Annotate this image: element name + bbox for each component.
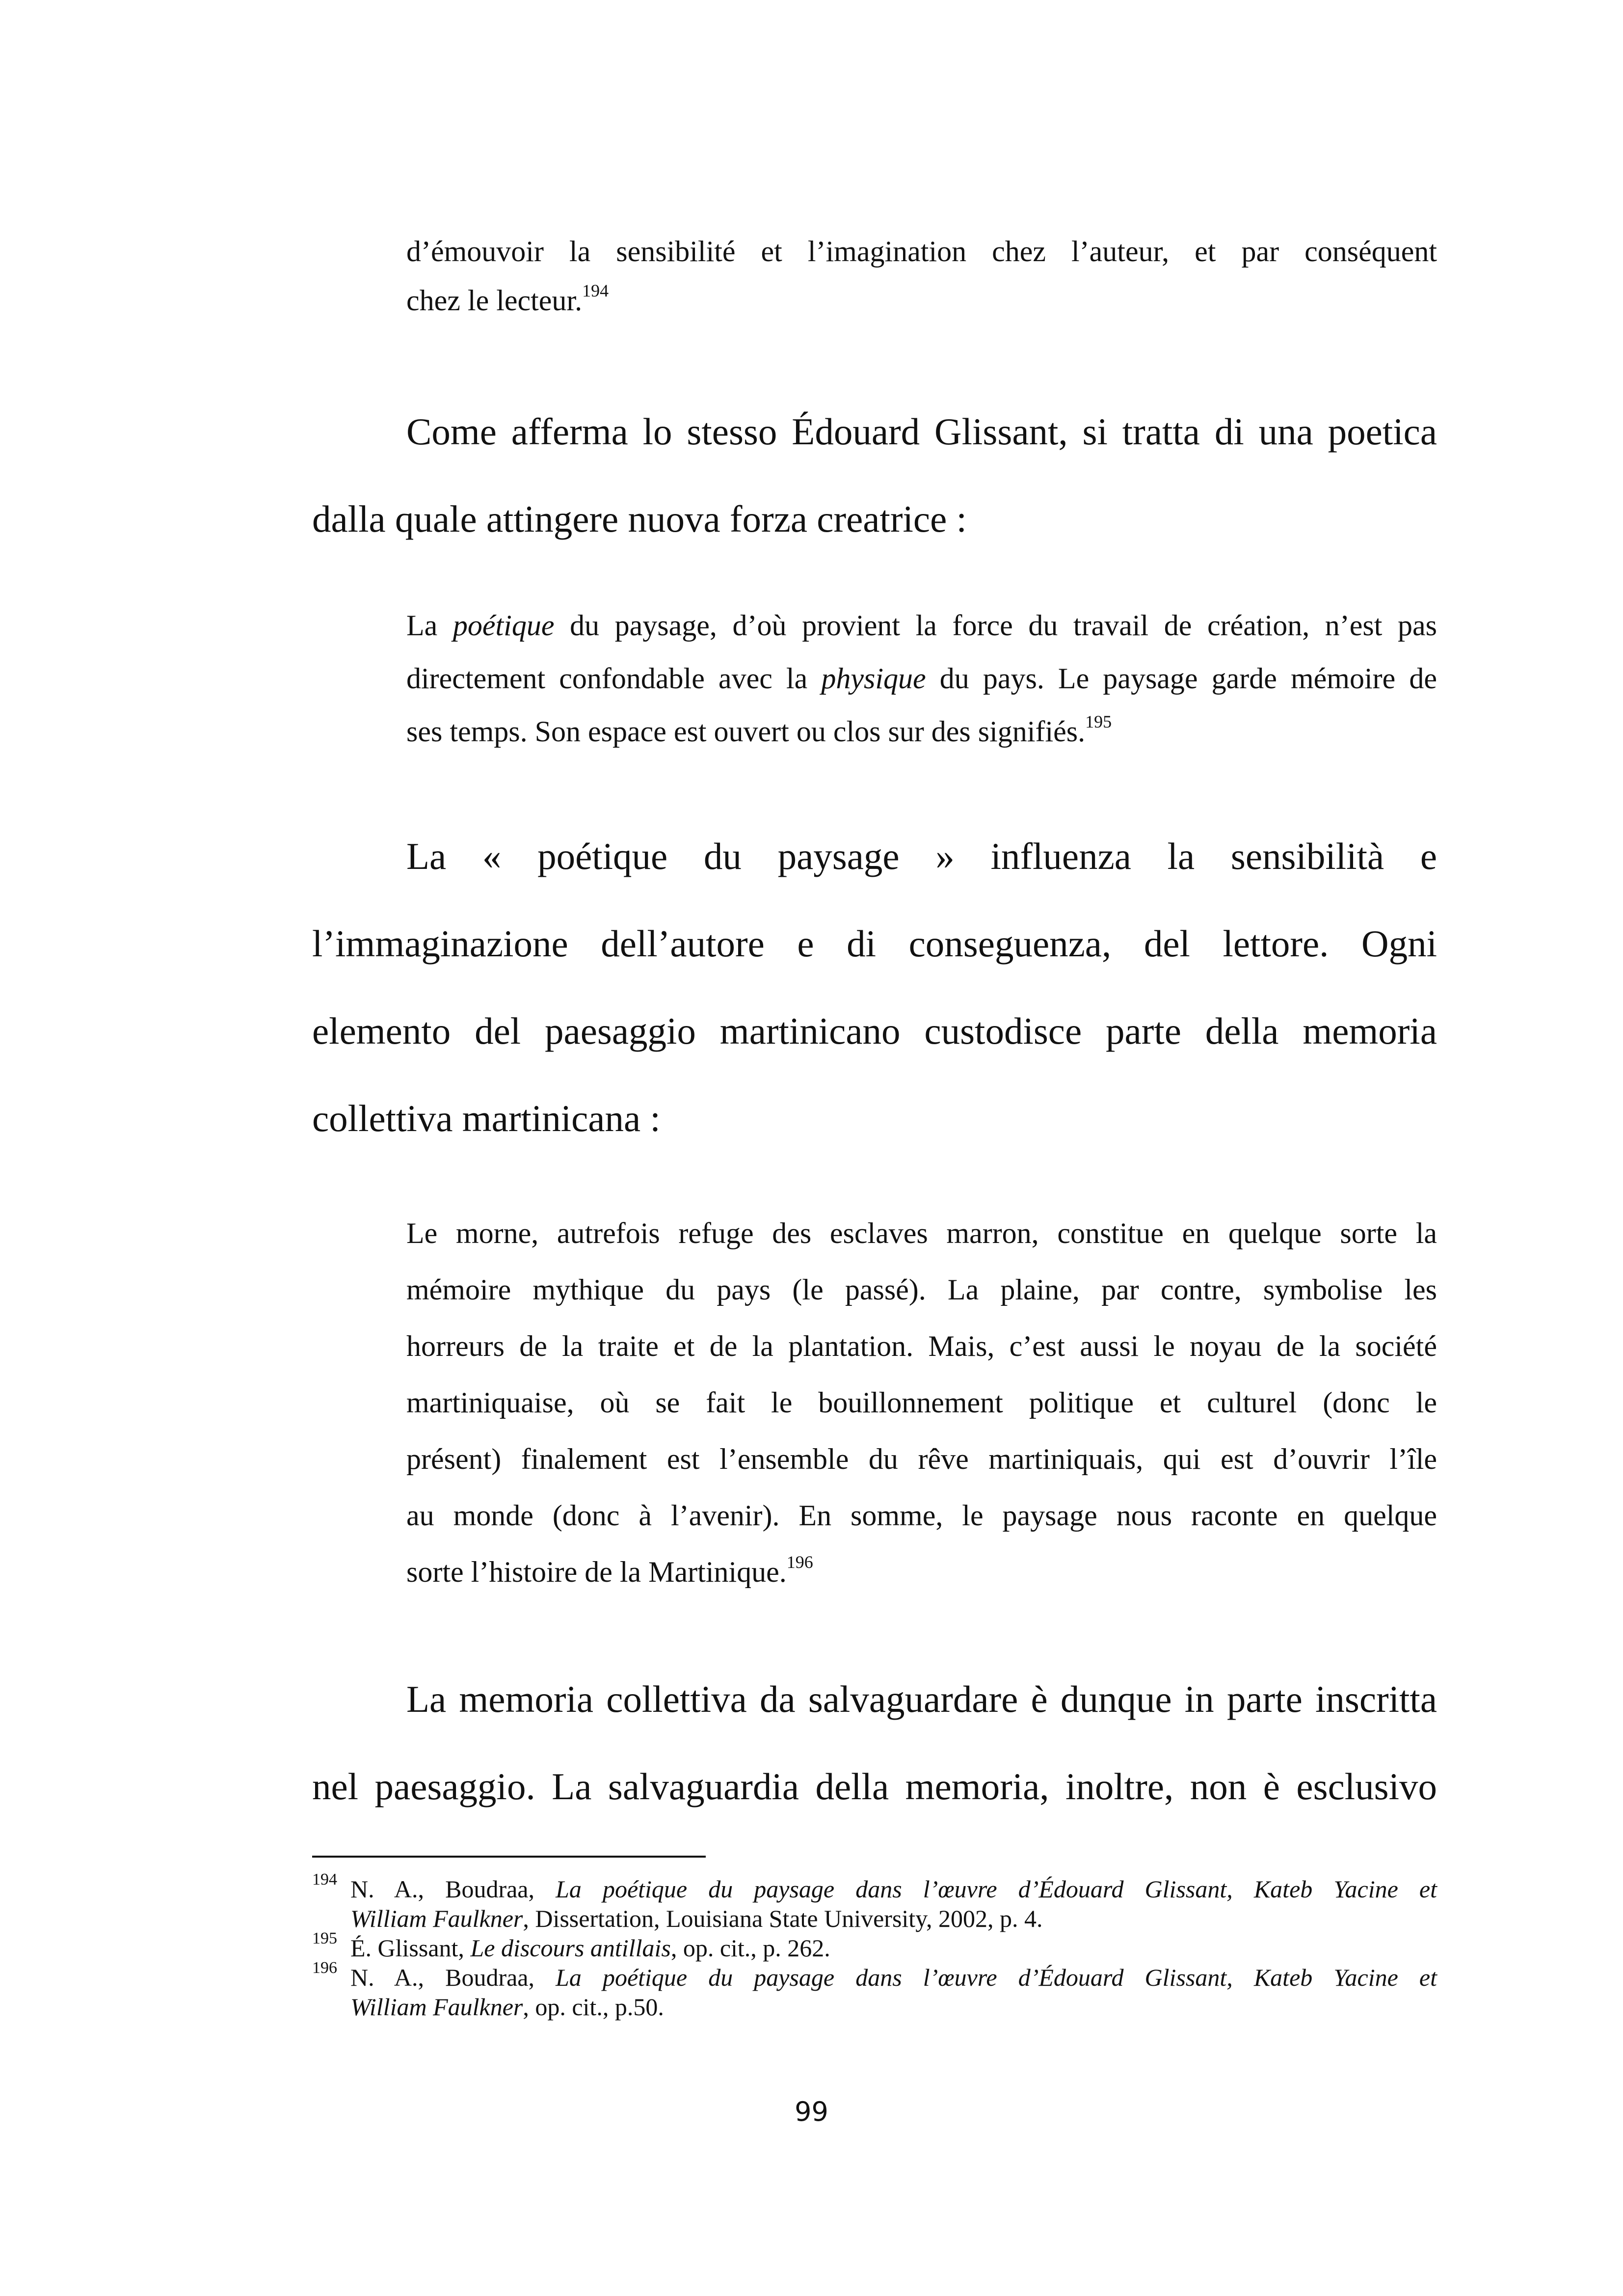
body-line: La memoria collettiva da salvaguardare è dunque in parte inscritta <box>406 1678 1437 1720</box>
quote-line: au monde (donc à l’avenir). En somme, le paysage nous raconte en quelque <box>406 1499 1437 1532</box>
quote-line: Le morne, autrefois refuge des esclaves marron, constitue en quelque sorte la <box>406 1217 1437 1249</box>
footnote-number: 195 <box>312 1929 337 1947</box>
quote-line: sorte l’histoire de la Martinique.$^{196}$ <box>406 1552 813 1588</box>
footnote-line: William Faulkner, Dissertation, Louisiana State University, 2002, p. 4. <box>350 1905 1043 1932</box>
quote-line: ses temps. Son espace est ouvert ou clos sur des signifiés.$^{195}$ <box>406 712 1112 748</box>
footnote-194 <box>312 1870 1437 1933</box>
body-line: collettiva martinicana : <box>312 1097 661 1139</box>
footnote-number: 194 <box>312 1870 337 1889</box>
quote-line: La poétique du paysage, d’où provient la force du travail de création, n’est pas <box>406 609 1437 642</box>
block-quote <box>406 1205 1437 1600</box>
quote-line: mémoire mythique du pays (le passé). La plaine, par contre, symbolise les <box>406 1273 1437 1306</box>
page-number: 99 <box>795 2096 828 2127</box>
quote-line: présent) finalement est l’ensemble du rêve martiniquais, qui est d’ouvrir l’île <box>406 1443 1437 1475</box>
footnote-number: 196 <box>312 1959 337 1977</box>
quote-line: d’émouvoir la sensibilité et l’imagination chez l’auteur, et par conséquent <box>406 235 1437 268</box>
footnote-line: William Faulkner, op. cit., p.50. <box>350 1993 664 2021</box>
quote-line: martiniquaise, où se fait le bouillonnement politique et culturel (donc le <box>406 1386 1437 1419</box>
quote-line: chez le lecteur.$^{194}$ <box>406 281 609 317</box>
body-line: nel paesaggio. La salvaguardia della memoria, inoltre, non è esclusivo <box>312 1765 1437 1808</box>
footnote-line: N. A., Boudraa, La poétique du paysage dans l’œuvre d’Édouard Glissant, Kateb Yacine et <box>350 1964 1437 1991</box>
body-paragraph <box>312 812 1437 1162</box>
block-quote <box>406 599 1437 758</box>
footnote-ref: 196 <box>786 1552 813 1572</box>
body-line: elemento del paesaggio martinicano custodisce parte della memoria <box>312 1010 1437 1052</box>
body-paragraph <box>312 1655 1437 1830</box>
footnote-separator <box>312 1856 706 1858</box>
footnote-line: N. A., Boudraa, La poétique du paysage dans l’œuvre d’Édouard Glissant, Kateb Yacine et <box>350 1875 1437 1903</box>
footnote-ref: 195 <box>1085 712 1112 731</box>
body-paragraph <box>312 388 1437 563</box>
footnote-line: É. Glissant, Le discours antillais, op. cit., p. 262. <box>350 1934 830 1962</box>
body-line: dalla quale attingere nuova forza creatrice : <box>312 498 967 540</box>
body-line: Come afferma lo stesso Édouard Glissant, si tratta di una poetica <box>406 410 1437 453</box>
footnote-196 <box>312 1959 1437 2022</box>
quote-line: horreurs de la traite et de la plantation. Mais, c’est aussi le noyau de la société <box>406 1330 1437 1362</box>
body-line: l’immaginazione dell’autore e di conseguenza, del lettore. Ogni <box>312 922 1437 965</box>
footnote-195 <box>312 1929 1437 1963</box>
footnotes <box>312 1870 1437 2022</box>
quote-line: directement confondable avec la physique du pays. Le paysage garde mémoire de <box>406 662 1437 695</box>
footnote-ref: 194 <box>582 281 609 300</box>
block-quote-continuation <box>406 227 1437 325</box>
body-line: La « poétique du paysage » influenza la sensibilità e <box>406 835 1437 877</box>
